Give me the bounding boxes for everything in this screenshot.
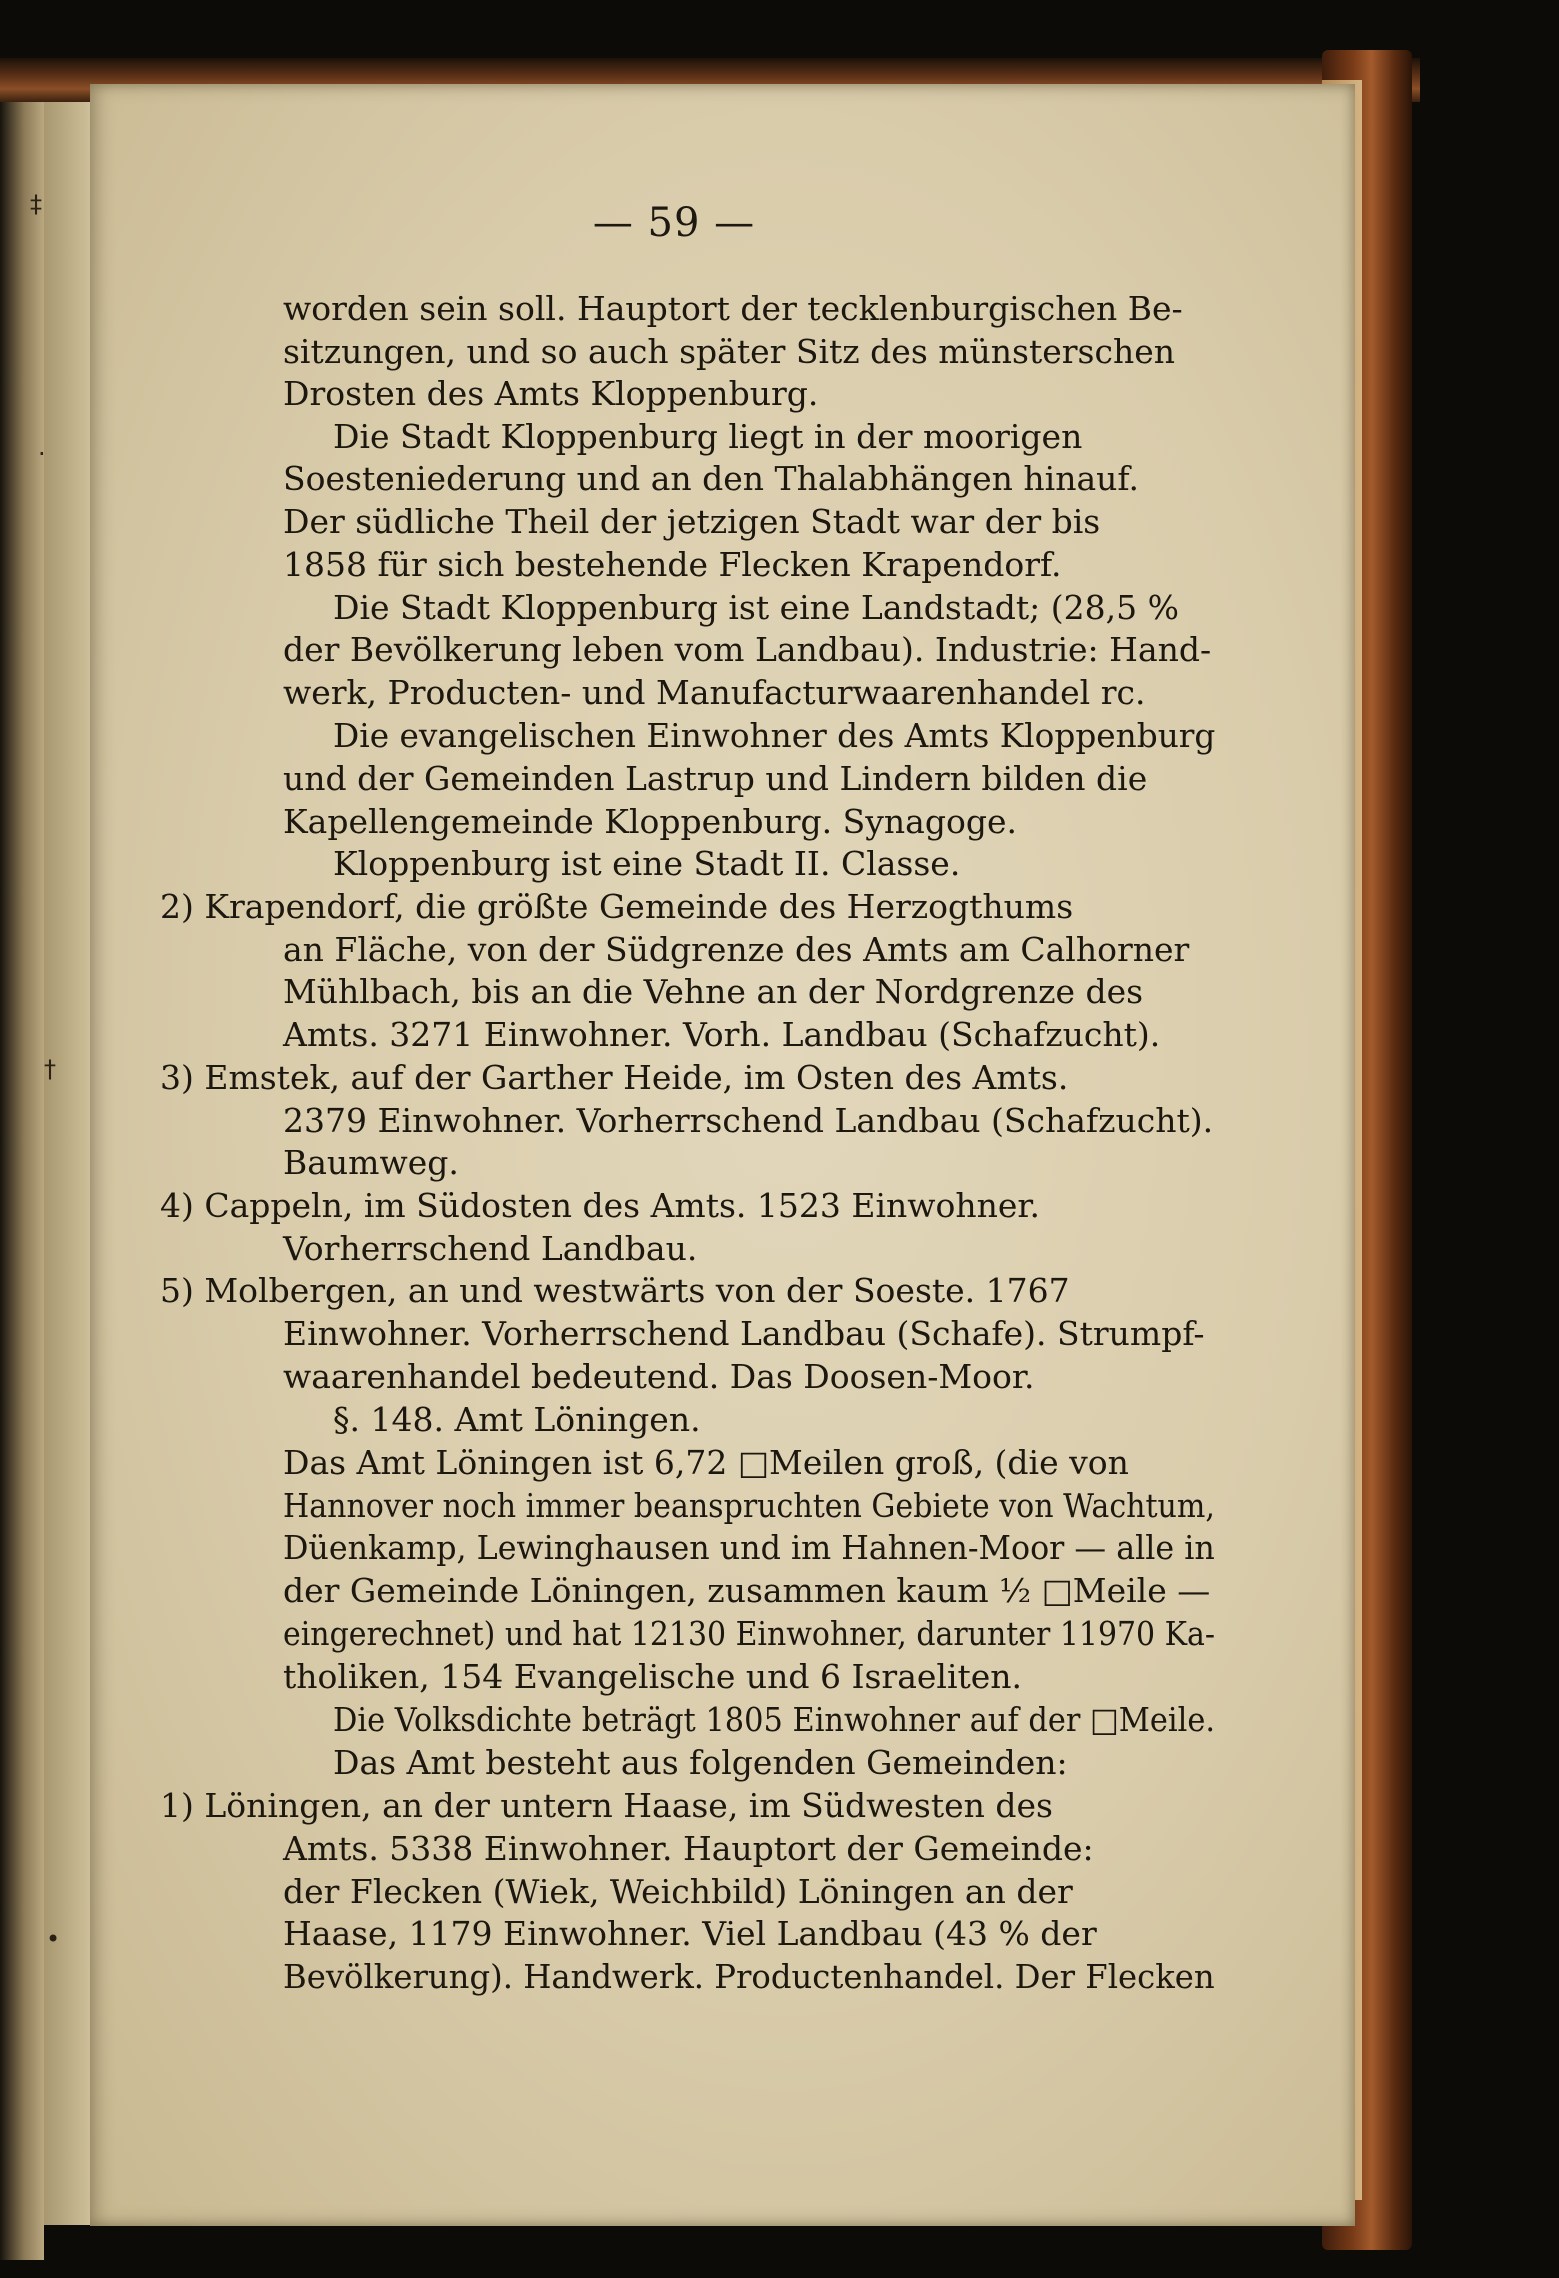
text-line: 3) Emstek, auf der Garther Heide, im Osten des Amts. xyxy=(160,1058,1069,1097)
margin-mark-icon: † xyxy=(44,1055,56,1083)
text-line: Soesteniederung und an den Thalabhängen hinauf. xyxy=(283,459,1139,498)
text-line: der Gemeinde Löningen, zusammen kaum ½ □Meile — xyxy=(283,1571,1211,1610)
text-line: Kapellengemeinde Kloppenburg. Synagoge. xyxy=(283,802,1017,841)
text-line: Die evangelischen Einwohner des Amts Kloppenburg xyxy=(333,716,1216,755)
text-line: tholiken, 154 Evangelische und 6 Israeliten. xyxy=(283,1657,1023,1696)
text-line: Die Stadt Kloppenburg ist eine Landstadt; (28,5 % xyxy=(333,588,1179,627)
text-line: Hannover noch immer beanspruchten Gebiete von Wachtum, xyxy=(283,1486,1215,1525)
text-line: der Flecken (Wiek, Weichbild) Löningen an der xyxy=(283,1872,1073,1911)
text-line: Einwohner. Vorherrschend Landbau (Schafe). Strumpf- xyxy=(283,1314,1205,1353)
text-line: Baumweg. xyxy=(283,1143,459,1182)
text-line: 1858 für sich bestehende Flecken Krapendorf. xyxy=(283,545,1062,584)
text-line: werk, Producten- und Manufacturwaarenhandel rc. xyxy=(283,673,1146,712)
text-line: waarenhandel bedeutend. Das Doosen-Moor. xyxy=(283,1357,1035,1396)
previous-page-sliver xyxy=(44,75,92,2225)
margin-mark-icon: ‡ xyxy=(30,190,42,218)
text-line: Bevölkerung). Handwerk. Productenhandel. Der Flecken xyxy=(283,1957,1215,1996)
text-line: Düenkamp, Lewinghausen und im Hahnen-Moor — alle in xyxy=(283,1528,1215,1567)
text-line: Die Volksdichte beträgt 1805 Einwohner auf der □Meile. xyxy=(333,1700,1216,1739)
margin-mark-icon: • xyxy=(46,1925,61,1953)
text-line: Das Amt besteht aus folgenden Gemeinden: xyxy=(333,1743,1068,1782)
text-line: 4) Cappeln, im Südosten des Amts. 1523 Einwohner. xyxy=(160,1186,1041,1225)
text-line: der Bevölkerung leben vom Landbau). Industrie: Hand- xyxy=(283,630,1212,669)
text-line: und der Gemeinden Lastrup und Lindern bilden die xyxy=(283,759,1148,798)
text-line: an Fläche, von der Südgrenze des Amts am Calhorner xyxy=(283,930,1190,969)
text-line: eingerechnet) und hat 12130 Einwohner, darunter 11970 Ka- xyxy=(283,1614,1215,1653)
margin-mark-icon: · xyxy=(38,440,46,468)
text-line: Der südliche Theil der jetzigen Stadt war der bis xyxy=(283,502,1101,541)
text-line: 2) Krapendorf, die größte Gemeinde des Herzogthums xyxy=(160,887,1074,926)
text-line: Haase, 1179 Einwohner. Viel Landbau (43 % der xyxy=(283,1914,1097,1953)
text-line: Amts. 3271 Einwohner. Vorh. Landbau (Schafzucht). xyxy=(283,1015,1161,1054)
text-line: Kloppenburg ist eine Stadt II. Classe. xyxy=(333,844,961,883)
text-line: Das Amt Löningen ist 6,72 □Meilen groß, (die von xyxy=(283,1443,1129,1482)
text-line: 5) Molbergen, an und westwärts von der Soeste. 1767 xyxy=(160,1271,1070,1310)
previous-page-edge xyxy=(0,60,44,2260)
text-line: Drosten des Amts Kloppenburg. xyxy=(283,374,819,413)
text-line: Die Stadt Kloppenburg liegt in der moorigen xyxy=(333,417,1083,456)
text-line: sitzungen, und so auch später Sitz des münsterschen xyxy=(283,332,1176,371)
text-line: Amts. 5338 Einwohner. Hauptort der Gemeinde: xyxy=(283,1829,1094,1868)
page-number: — 59 — xyxy=(592,200,756,246)
text-line: 2379 Einwohner. Vorherrschend Landbau (Schafzucht). xyxy=(283,1101,1214,1140)
text-line: 1) Löningen, an der untern Haase, im Südwesten des xyxy=(160,1786,1053,1825)
text-line: Mühlbach, bis an die Vehne an der Nordgrenze des xyxy=(283,972,1144,1011)
text-line: worden sein soll. Hauptort der tecklenburgischen Be- xyxy=(283,289,1183,328)
text-line: Vorherrschend Landbau. xyxy=(283,1229,698,1268)
section-heading: §. 148. Amt Löningen. xyxy=(333,1400,701,1439)
